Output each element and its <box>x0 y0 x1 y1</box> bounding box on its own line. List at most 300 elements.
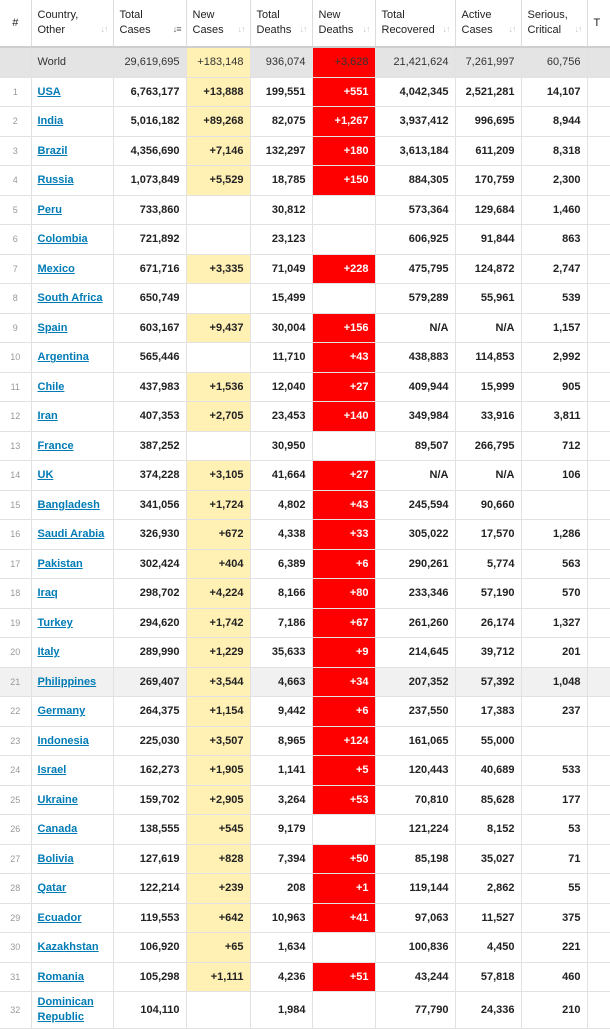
country-name <box>31 579 113 609</box>
next-column-cell <box>587 254 610 284</box>
new-cases <box>186 284 250 314</box>
serious-critical <box>521 490 587 520</box>
country-name <box>31 77 113 107</box>
country-link[interactable]: Chile <box>37 380 65 393</box>
active-cases: 170,759 <box>455 166 521 196</box>
new-cases <box>186 343 250 373</box>
total-deaths: 936,074 <box>250 47 312 77</box>
table-row <box>0 107 610 137</box>
country-name <box>31 697 113 727</box>
next-column-cell <box>587 343 610 373</box>
country-name <box>31 815 113 845</box>
serious-critical: 55 <box>521 874 587 904</box>
active-cases: 17,383 <box>455 697 521 727</box>
new-deaths: +50 <box>312 844 375 874</box>
total-deaths: 23,123 <box>250 225 312 255</box>
new-deaths: +33 <box>312 520 375 550</box>
table-row <box>0 254 610 284</box>
country-link[interactable]: South Africa <box>37 292 103 305</box>
active-cases: 4,450 <box>455 933 521 963</box>
total-deaths: 3,264 <box>250 785 312 815</box>
header-new-cases[interactable] <box>186 0 250 47</box>
new-deaths: +1 <box>312 874 375 904</box>
total-cases: 106,920 <box>113 933 186 963</box>
new-deaths: +43 <box>312 490 375 520</box>
active-cases: 91,844 <box>455 225 521 255</box>
country-link[interactable]: Russia <box>37 174 74 187</box>
row-index: 31 <box>0 962 31 992</box>
header-label: Recovered <box>381 24 435 36</box>
table-row <box>0 667 610 697</box>
active-cases: 90,660 <box>455 490 521 520</box>
total-recovered: 97,063 <box>375 903 455 933</box>
row-index: 24 <box>0 756 31 786</box>
country-name <box>31 962 113 992</box>
header-label: Total <box>256 9 280 21</box>
total-recovered: 349,984 <box>375 402 455 432</box>
new-cases <box>186 195 250 225</box>
country-link[interactable]: Bangladesh <box>37 498 100 511</box>
header-label: Total <box>381 9 405 21</box>
row-index: 6 <box>0 225 31 255</box>
total-cases: 671,716 <box>113 254 186 284</box>
serious-critical: 460 <box>521 962 587 992</box>
next-column-cell <box>587 372 610 402</box>
new-cases: +1,905 <box>186 756 250 786</box>
header-total-cases[interactable] <box>113 0 186 47</box>
new-deaths: +180 <box>312 136 375 166</box>
country-name <box>31 490 113 520</box>
total-cases: 122,214 <box>113 874 186 904</box>
country-name <box>31 372 113 402</box>
next-column-cell <box>587 874 610 904</box>
total-recovered: 579,289 <box>375 284 455 314</box>
total-cases: 5,016,182 <box>113 107 186 137</box>
active-cases: 57,818 <box>455 962 521 992</box>
table-row <box>0 77 610 107</box>
country-link[interactable]: Saudi Arabia <box>37 528 105 541</box>
total-cases: 269,407 <box>113 667 186 697</box>
serious-critical: 570 <box>521 579 587 609</box>
country-name <box>31 726 113 756</box>
table-row <box>0 638 610 668</box>
country-link[interactable]: Kazakhstan <box>37 941 99 954</box>
table-row <box>0 549 610 579</box>
next-column-cell <box>587 402 610 432</box>
country-name <box>31 756 113 786</box>
table-row <box>0 815 610 845</box>
country-link[interactable]: Israel <box>37 764 67 777</box>
total-deaths: 1,141 <box>250 756 312 786</box>
table-row <box>0 697 610 727</box>
row-index: 3 <box>0 136 31 166</box>
row-index: 11 <box>0 372 31 402</box>
country-link[interactable]: Turkey <box>37 616 73 629</box>
total-recovered: 70,810 <box>375 785 455 815</box>
total-recovered: 3,937,412 <box>375 107 455 137</box>
active-cases: 8,152 <box>455 815 521 845</box>
active-cases: 11,527 <box>455 903 521 933</box>
new-cases: +1,111 <box>186 962 250 992</box>
country-link[interactable]: UK <box>37 469 54 482</box>
row-index: 26 <box>0 815 31 845</box>
country-link[interactable]: Dominican Republic <box>37 996 94 1023</box>
table-row <box>0 962 610 992</box>
row-index: 16 <box>0 520 31 550</box>
sort-icon: ↓↑ <box>100 24 108 34</box>
active-cases: 124,872 <box>455 254 521 284</box>
country-link[interactable]: Indonesia <box>37 734 89 747</box>
header-total-recovered[interactable] <box>375 0 455 47</box>
country-link[interactable]: Canada <box>37 823 78 836</box>
total-recovered: 245,594 <box>375 490 455 520</box>
active-cases: 2,862 <box>455 874 521 904</box>
total-recovered: 233,346 <box>375 579 455 609</box>
total-recovered: 409,944 <box>375 372 455 402</box>
serious-critical: 177 <box>521 785 587 815</box>
next-column-cell <box>587 490 610 520</box>
total-deaths: 71,049 <box>250 254 312 284</box>
row-index: 19 <box>0 608 31 638</box>
header-new-deaths[interactable] <box>312 0 375 47</box>
row-index: 14 <box>0 461 31 491</box>
table-row <box>0 461 610 491</box>
country-name <box>31 107 113 137</box>
new-deaths: +80 <box>312 579 375 609</box>
next-column-cell <box>587 697 610 727</box>
new-deaths: +124 <box>312 726 375 756</box>
total-deaths: 4,663 <box>250 667 312 697</box>
active-cases: 55,961 <box>455 284 521 314</box>
country-link[interactable]: India <box>37 115 64 128</box>
table-row <box>0 933 610 963</box>
active-cases: 33,916 <box>455 402 521 432</box>
country-link[interactable]: Italy <box>37 646 60 659</box>
new-deaths: +67 <box>312 608 375 638</box>
active-cases: 85,628 <box>455 785 521 815</box>
table-row <box>0 284 610 314</box>
new-cases: +4,224 <box>186 579 250 609</box>
active-cases: 40,689 <box>455 756 521 786</box>
header-index[interactable] <box>0 0 31 47</box>
new-cases: +545 <box>186 815 250 845</box>
country-name <box>31 225 113 255</box>
country-name <box>31 933 113 963</box>
new-deaths: +150 <box>312 166 375 196</box>
active-cases: 266,795 <box>455 431 521 461</box>
active-cases: 26,174 <box>455 608 521 638</box>
country-link[interactable]: Pakistan <box>37 557 83 570</box>
total-recovered: N/A <box>375 461 455 491</box>
total-recovered: 89,507 <box>375 431 455 461</box>
country-name <box>31 844 113 874</box>
new-deaths: +551 <box>312 77 375 107</box>
serious-critical: 375 <box>521 903 587 933</box>
next-column-cell <box>587 166 610 196</box>
new-cases <box>186 992 250 1029</box>
table-row <box>0 874 610 904</box>
header-label: Deaths <box>318 24 354 36</box>
new-cases: +672 <box>186 520 250 550</box>
serious-critical: 237 <box>521 697 587 727</box>
header-label: Cases <box>461 24 493 36</box>
table-row <box>0 195 610 225</box>
row-index: 17 <box>0 549 31 579</box>
serious-critical: 1,327 <box>521 608 587 638</box>
table-row <box>0 726 610 756</box>
country-link[interactable]: Philippines <box>37 675 97 688</box>
active-cases: 57,392 <box>455 667 521 697</box>
country-link[interactable]: Qatar <box>37 882 67 895</box>
total-recovered: 573,364 <box>375 195 455 225</box>
serious-critical: 14,107 <box>521 77 587 107</box>
new-deaths: +27 <box>312 372 375 402</box>
sort-icon: ↓↑ <box>299 24 307 34</box>
total-deaths: 11,710 <box>250 343 312 373</box>
new-deaths: +53 <box>312 785 375 815</box>
table-row <box>0 372 610 402</box>
table-row <box>0 579 610 609</box>
country-link[interactable]: Peru <box>37 203 62 216</box>
total-cases: 294,620 <box>113 608 186 638</box>
world-row <box>0 47 610 77</box>
header-label: New <box>192 9 215 21</box>
total-cases: 437,983 <box>113 372 186 402</box>
total-deaths: 4,338 <box>250 520 312 550</box>
active-cases: 2,521,281 <box>455 77 521 107</box>
active-cases: 35,027 <box>455 844 521 874</box>
new-cases: +239 <box>186 874 250 904</box>
active-cases: 129,684 <box>455 195 521 225</box>
next-column-cell <box>587 77 610 107</box>
serious-critical <box>521 726 587 756</box>
row-index: 8 <box>0 284 31 314</box>
row-index: 7 <box>0 254 31 284</box>
row-index: 5 <box>0 195 31 225</box>
country-link[interactable]: Mexico <box>37 262 75 275</box>
new-deaths: +6 <box>312 697 375 727</box>
row-index: 28 <box>0 874 31 904</box>
total-recovered: 121,224 <box>375 815 455 845</box>
header-next-column[interactable] <box>587 0 610 47</box>
total-cases: 105,298 <box>113 962 186 992</box>
header-country[interactable] <box>31 0 113 47</box>
country-name <box>31 638 113 668</box>
total-deaths: 9,442 <box>250 697 312 727</box>
row-index: 18 <box>0 579 31 609</box>
serious-critical: 563 <box>521 549 587 579</box>
total-deaths: 132,297 <box>250 136 312 166</box>
total-cases: 127,619 <box>113 844 186 874</box>
active-cases: 114,853 <box>455 343 521 373</box>
new-deaths: +228 <box>312 254 375 284</box>
total-deaths: 15,499 <box>250 284 312 314</box>
country-name <box>31 874 113 904</box>
total-cases: 119,553 <box>113 903 186 933</box>
row-index: 21 <box>0 667 31 697</box>
serious-critical: 106 <box>521 461 587 491</box>
total-deaths: 6,389 <box>250 549 312 579</box>
total-deaths: 1,634 <box>250 933 312 963</box>
country-link[interactable]: Romania <box>37 970 84 983</box>
new-cases: +65 <box>186 933 250 963</box>
serious-critical: 863 <box>521 225 587 255</box>
total-recovered: 4,042,345 <box>375 77 455 107</box>
new-cases <box>186 431 250 461</box>
new-cases: +89,268 <box>186 107 250 137</box>
new-cases: +7,146 <box>186 136 250 166</box>
total-cases: 264,375 <box>113 697 186 727</box>
active-cases: 15,999 <box>455 372 521 402</box>
country-name <box>31 195 113 225</box>
header-total-deaths[interactable] <box>250 0 312 47</box>
row-index: 2 <box>0 107 31 137</box>
country-link[interactable]: Spain <box>37 321 68 334</box>
next-column-cell <box>587 608 610 638</box>
total-recovered: 475,795 <box>375 254 455 284</box>
new-deaths <box>312 431 375 461</box>
serious-critical: 712 <box>521 431 587 461</box>
row-index: 25 <box>0 785 31 815</box>
header-label: Cases <box>119 24 151 36</box>
new-cases: +3,105 <box>186 461 250 491</box>
country-name <box>31 343 113 373</box>
row-index <box>0 47 31 77</box>
country-link[interactable]: Ukraine <box>37 793 78 806</box>
country-link[interactable]: USA <box>37 85 61 98</box>
row-index: 15 <box>0 490 31 520</box>
total-cases: 326,930 <box>113 520 186 550</box>
new-cases: +3,507 <box>186 726 250 756</box>
table-row <box>0 402 610 432</box>
table-row <box>0 313 610 343</box>
total-cases: 6,763,177 <box>113 77 186 107</box>
table-row <box>0 785 610 815</box>
active-cases: 39,712 <box>455 638 521 668</box>
new-deaths: +6 <box>312 549 375 579</box>
new-deaths <box>312 225 375 255</box>
active-cases: 7,261,997 <box>455 47 521 77</box>
new-deaths <box>312 992 375 1029</box>
serious-critical: 8,944 <box>521 107 587 137</box>
sort-icon: ↓↑ <box>574 24 582 34</box>
new-cases: +642 <box>186 903 250 933</box>
new-cases: +1,742 <box>186 608 250 638</box>
new-deaths <box>312 284 375 314</box>
total-recovered: 884,305 <box>375 166 455 196</box>
country-link[interactable]: Iran <box>37 410 58 423</box>
total-deaths: 4,802 <box>250 490 312 520</box>
total-recovered: 100,836 <box>375 933 455 963</box>
header-index-label: # <box>12 16 19 29</box>
new-cases: +5,529 <box>186 166 250 196</box>
row-index: 10 <box>0 343 31 373</box>
country-name <box>31 992 113 1029</box>
header-label: Country, <box>37 9 79 21</box>
new-deaths: +9 <box>312 638 375 668</box>
total-cases: 162,273 <box>113 756 186 786</box>
next-column-cell <box>587 667 610 697</box>
country-link[interactable]: France <box>37 439 74 452</box>
total-cases: 650,749 <box>113 284 186 314</box>
country-link[interactable]: Ecuador <box>37 911 82 924</box>
country-link[interactable]: Germany <box>37 705 86 718</box>
row-index: 32 <box>0 992 31 1029</box>
next-column-cell <box>587 756 610 786</box>
total-cases: 565,446 <box>113 343 186 373</box>
country-name: World <box>31 47 113 77</box>
country-name <box>31 667 113 697</box>
next-column-cell <box>587 461 610 491</box>
new-deaths: +51 <box>312 962 375 992</box>
total-recovered: 237,550 <box>375 697 455 727</box>
country-link[interactable]: Colombia <box>37 233 88 246</box>
country-name <box>31 549 113 579</box>
country-name <box>31 284 113 314</box>
total-deaths: 82,075 <box>250 107 312 137</box>
table-body <box>0 47 610 1029</box>
table-row <box>0 992 610 1029</box>
table-row <box>0 520 610 550</box>
row-index: 13 <box>0 431 31 461</box>
active-cases: 17,570 <box>455 520 521 550</box>
row-index: 9 <box>0 313 31 343</box>
total-cases: 374,228 <box>113 461 186 491</box>
total-recovered: 207,352 <box>375 667 455 697</box>
total-cases: 721,892 <box>113 225 186 255</box>
active-cases: 55,000 <box>455 726 521 756</box>
total-deaths: 18,785 <box>250 166 312 196</box>
sort-icon: ↓↑ <box>508 24 516 34</box>
country-link[interactable]: Argentina <box>37 351 89 364</box>
country-name <box>31 431 113 461</box>
header-serious-critical[interactable] <box>521 0 587 47</box>
country-name <box>31 254 113 284</box>
total-deaths: 7,186 <box>250 608 312 638</box>
next-column-cell <box>587 107 610 137</box>
total-recovered: 261,260 <box>375 608 455 638</box>
total-deaths: 4,236 <box>250 962 312 992</box>
country-link[interactable]: Iraq <box>37 587 58 600</box>
country-name <box>31 136 113 166</box>
total-cases: 4,356,690 <box>113 136 186 166</box>
row-index: 22 <box>0 697 31 727</box>
total-recovered: 290,261 <box>375 549 455 579</box>
sort-desc-icon: ↓≡ <box>172 24 181 34</box>
total-deaths: 10,963 <box>250 903 312 933</box>
country-link[interactable]: Bolivia <box>37 852 74 865</box>
total-deaths: 199,551 <box>250 77 312 107</box>
total-deaths: 208 <box>250 874 312 904</box>
new-deaths: +43 <box>312 343 375 373</box>
row-index: 23 <box>0 726 31 756</box>
total-deaths: 23,453 <box>250 402 312 432</box>
sort-icon: ↓↑ <box>362 24 370 34</box>
country-link[interactable]: Brazil <box>37 144 68 157</box>
total-deaths: 12,040 <box>250 372 312 402</box>
serious-critical: 8,318 <box>521 136 587 166</box>
serious-critical: 905 <box>521 372 587 402</box>
total-cases: 387,252 <box>113 431 186 461</box>
total-recovered: 120,443 <box>375 756 455 786</box>
total-cases: 407,353 <box>113 402 186 432</box>
serious-critical: 71 <box>521 844 587 874</box>
row-index: 27 <box>0 844 31 874</box>
serious-critical: 201 <box>521 638 587 668</box>
total-recovered: 214,645 <box>375 638 455 668</box>
sort-icon: ↓↑ <box>442 24 450 34</box>
header-active-cases[interactable] <box>455 0 521 47</box>
